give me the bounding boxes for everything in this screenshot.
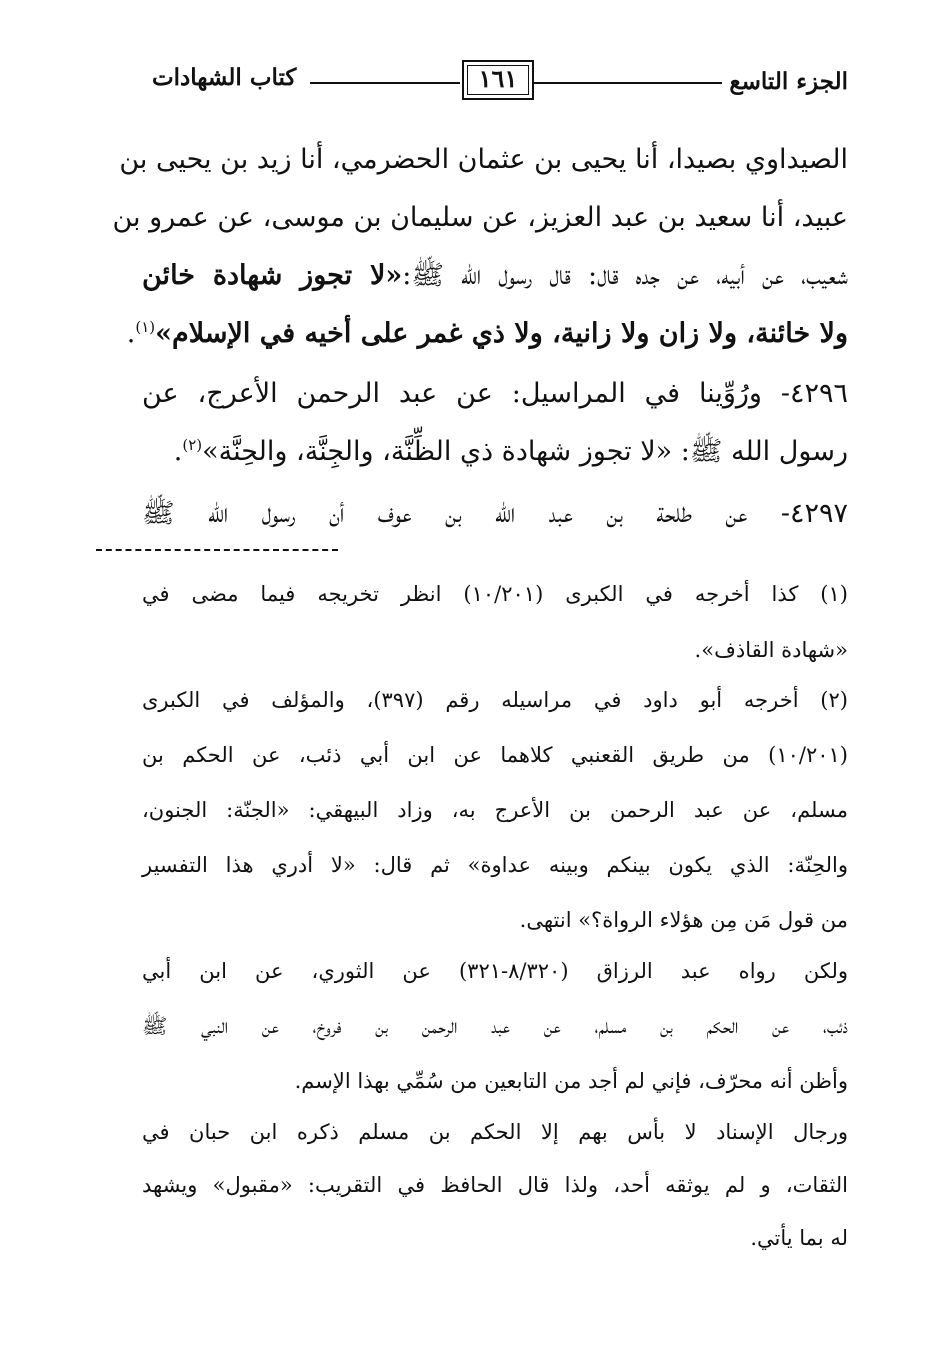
footnote-line: من قول مَن مِن هؤلاء الرواة؟» انتهى. — [519, 908, 848, 932]
body-line: عبيد، أنا سعيد بن عبد العزيز، عن سليمان بن موسى، عن عمرو بن — [112, 202, 848, 233]
footnote-line: والحِنّة: الذي يكون بينكم وبينه عداوة» ثم قال: «لا أدري هذا التفسير — [142, 853, 848, 877]
footnote-line: الثقات، و لم يوثقه أحد، ولذا قال الحافظ في التقريب: «مقبول» ويشهد — [142, 1173, 848, 1197]
footnote-line: «شهادة القاذف». — [694, 638, 848, 662]
body-line: ٤٢٩٧- عن طلحة بن عبد الله بن عوف أن رسول الله ﷺ — [142, 498, 848, 529]
volume-title: الجزء التاسع — [729, 68, 848, 95]
footnote-separator — [96, 549, 338, 551]
body-line: شعيب، عن أبيه، عن جده قال: قال رسول الله ﷺ:«لا تجوز شهادة خائن — [142, 260, 848, 291]
footnote-ref: (١) — [135, 318, 156, 336]
footnote-line: (١) كذا أخرجه في الكبرى (١٠/٢٠١) انظر تخريجه فيما مضى في — [142, 582, 848, 606]
footnote-line: (١٠/٢٠١) من طريق القعنبي كلاهما عن ابن أبي ذئب، عن الحكم بن — [142, 743, 848, 767]
header-rule-left — [310, 82, 460, 84]
running-header — [140, 60, 848, 110]
footnote-line: ذئب، عن الحكم بن مسلم، عن عبد الرحمن بن فروخ، عن النبي ﷺ — [142, 1014, 848, 1038]
page-number: ١٦١ — [462, 60, 534, 100]
body-line: ٤٢٩٦- ورُوِّينا في المراسيل: عن عبد الرحمن الأعرج، عن — [142, 378, 848, 409]
footnote-line: (٢) أخرجه أبو داود في مراسيله رقم (٣٩٧)، والمؤلف في الكبرى — [142, 688, 848, 712]
footnote-line: ورجال الإسناد لا بأس بهم إلا الحكم بن مسلم ذكره ابن حبان في — [142, 1120, 848, 1144]
book-title: كتاب الشهادات — [152, 64, 297, 91]
hadith-text: ولا خائنة، ولا زان ولا زانية، ولا ذي غمر على أخيه في الإسلام» — [155, 318, 848, 349]
body-line: ولا خائنة، ولا زان ولا زانية، ولا ذي غمر على أخيه في الإسلام»$^{(١)}$. — [126, 318, 848, 349]
footnote-line: له بما يأتي. — [750, 1226, 848, 1250]
footnote-line: وأظن أنه محرّف، فإني لم أجد من التابعين من سُمِّي بهذا الإسم. — [294, 1069, 848, 1093]
footnote-line: مسلم، عن عبد الرحمن بن الأعرج به، وزاد البيهقي: «الجنّة: الجنون، — [142, 798, 848, 822]
hadith-text: «لا تجوز شهادة خائن — [142, 260, 403, 291]
body-line: الصيداوي بصيدا، أنا يحيى بن عثمان الحضرمي، أنا زيد بن يحيى بن — [119, 144, 848, 175]
footnote-line: ولكن رواه عبد الرزاق (٨/٣٢٠-٣٢١) عن الثوري، عن ابن أبي — [142, 959, 848, 983]
body-line: رسول الله ﷺ: «لا تجوز شهادة ذي الظِّنَّة، والجِنَّة، والحِنَّة»$^{(٢)}$. — [173, 436, 848, 467]
footnote-ref: (٢) — [182, 436, 203, 454]
header-rule-right — [532, 82, 722, 84]
